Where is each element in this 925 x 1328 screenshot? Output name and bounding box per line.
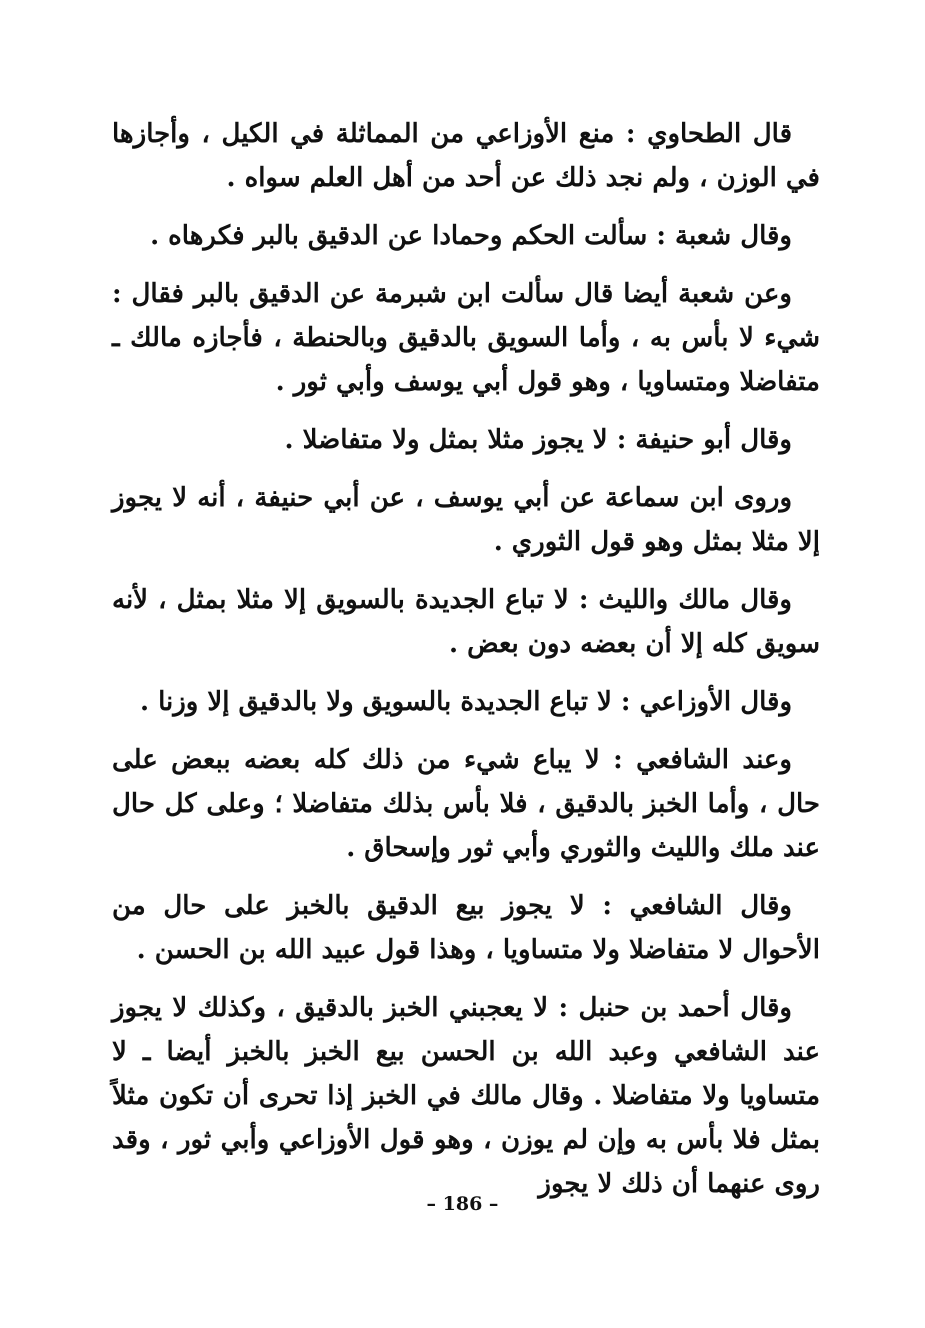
paragraph-7: وقال الأوزاعي : لا تباع الجديدة بالسويق ولا بالدقيق إلا وزنا .	[139, 687, 792, 717]
body-text	[112, 112, 820, 1220]
paragraph-5: وروى ابن سماعة عن أبي يوسف ، عن أبي حنيفة ، أنه لا يجوز إلا مثلا بمثل وهو قول الثوري .	[112, 483, 820, 557]
paragraph-8: وعند الشافعي : لا يباع شيء من ذلك كله بعضه ببعض على حال ، وأما الخبز بالدقيق ، فلا بأس بذلك متفاضلا ؛ وعلى كل حال عند ملك والليث والثوري وأبي ثور وإسحاق .	[112, 745, 820, 863]
paragraph-9: وقال الشافعي : لا يجوز بيع الدقيق بالخبز على حال من الأحوال لا متفاضلا ولا متساويا ، وهذا قول عبيد الله بن الحسن .	[112, 891, 820, 965]
paragraph-4: وقال أبو حنيفة : لا يجوز مثلا بمثل ولا متفاضلا .	[284, 425, 792, 455]
page-number: – 186 –	[426, 1193, 499, 1215]
paragraph-2: وقال شعبة : سألت الحكم وحمادا عن الدقيق بالبر فكرهاه .	[150, 221, 792, 251]
paragraph-1: قال الطحاوي : منع الأوزاعي من المماثلة في الكيل ، وأجازها في الوزن ، ولم نجد ذلك عن أحد من أهل العلم سواه .	[112, 119, 820, 193]
paragraph-6: وقال مالك والليث : لا تباع الجديدة بالسويق إلا مثلا بمثل ، لأنه سويق كله إلا أن بعضه دون بعض .	[112, 585, 820, 659]
paragraph-10: وقال أحمد بن حنبل : لا يعجبني الخبز بالدقيق ، وكذلك لا يجوز عند الشافعي وعبد الله بن الحسن بيع الخبز بالخبز أيضا ـ لا متساويا ولا متفاضلا . وقال مالك في الخبز إذا تحرى أن تكون مثلاً بمثل فلا بأس به وإن لم يوزن ، وهو قول الأوزاعي وأبي ثور ، وقد روى عنهما أن ذلك لا يجوز	[112, 993, 820, 1199]
paragraph-3: وعن شعبة أيضا قال سألت ابن شبرمة عن الدقيق بالبر فقال : شيء لا بأس به ، وأما السويق بالدقيق وبالحنطة ، فأجازه مالك ـ متفاضلا ومتساويا ، وهو قول أبي يوسف وأبي ثور .	[112, 279, 820, 397]
